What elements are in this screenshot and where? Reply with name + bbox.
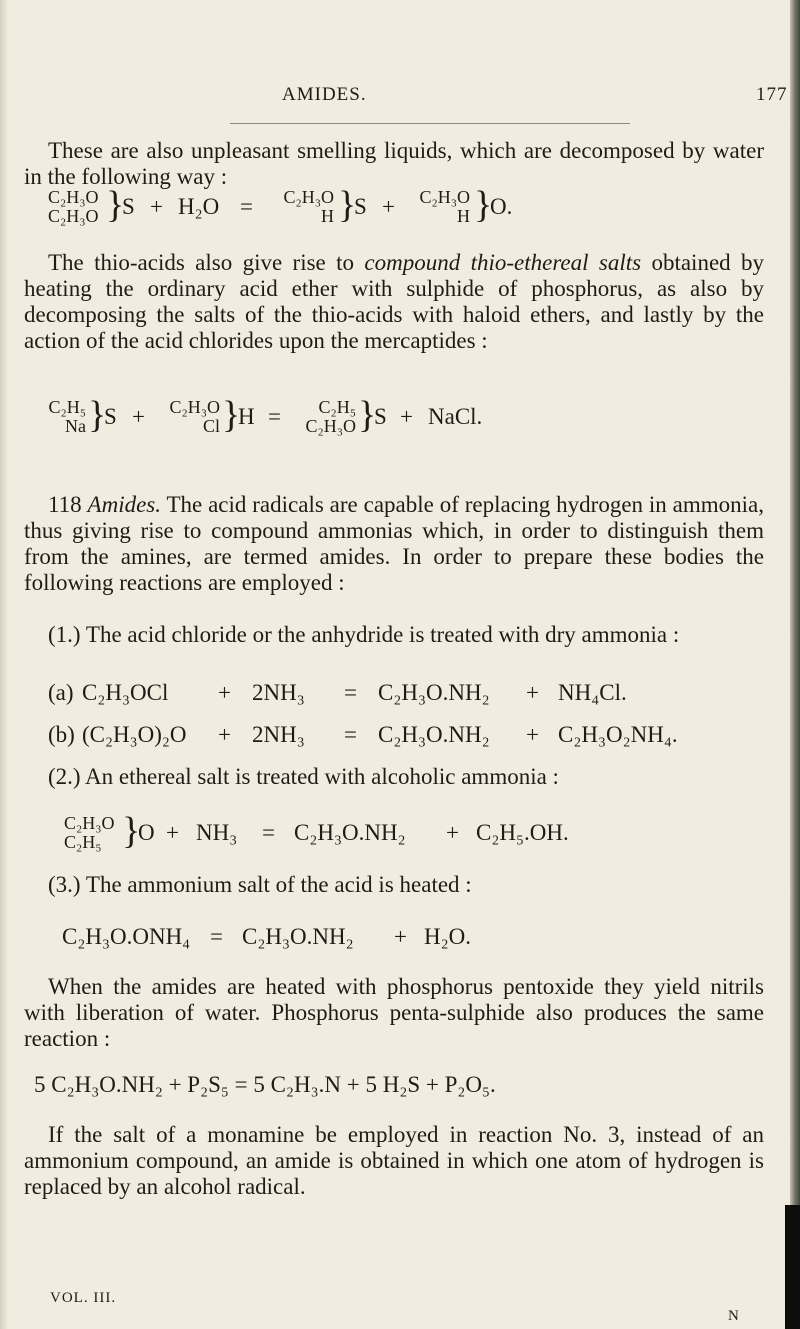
thio-ethereal-paragraph [24,250,764,354]
nitrile-paragraph: When the amides are heated with phosphorus pentoxide they yield nitrils with liberation of water. Phosphorus penta-sulphide also produces the same reaction : [24,974,764,1051]
reaction-a-byproduct: NH₄Cl. [558,680,627,705]
reaction-b-product: C₂H₃O.NH₂ [378,722,490,747]
reaction-a-reactant: C₂H₃OCl [82,680,169,705]
eq2-equals: = [268,404,281,429]
eq3-ammonia: NH₃ [196,820,238,845]
eq2-salt: NaCl. [428,404,483,429]
eq3-plus-2: + [446,820,459,845]
reaction-a-ammonia: 2NH₃ [252,680,305,705]
book-spine-edge [790,0,800,1329]
step-3-text: (3.) The ammonium salt of the acid is heated : [48,872,472,897]
eq2-left-atom-1: S [104,404,117,429]
page-number: 177 [756,84,788,105]
eq3-product: C₂H₃O.NH₂ [294,820,406,845]
eq2-right-formula: C₂H₅ C₂H₃O [305,397,356,436]
eq1-right-formula-1: C₂H₃O H [283,187,334,226]
eq4-equals: = [210,924,223,949]
closing-paragraph: If the salt of a monamine be employed in reaction No. 3, instead of an ammonium compound, an amide is obtained in which one atom of hydrogen is replaced by an alcohol radical. [24,1122,764,1199]
reaction-a-product: C₂H₃O.NH₂ [378,680,490,705]
volume-mark: VOL. III. [50,1290,117,1306]
reaction-b-plus-2: + [526,722,539,747]
eq2-left-formula-1: C₂H₅ Na [48,397,86,436]
step-2-text: (2.) An ethereal salt is treated with alcoholic ammonia : [48,764,559,789]
eq2-plus-1: + [132,404,145,429]
amides-section [24,492,764,596]
running-title: AMIDES. [282,84,367,105]
reaction-a-plus-2: + [526,680,539,705]
reaction-b-plus-1: + [218,722,231,747]
reaction-b-byproduct: C₂H₃O₂NH₄. [558,722,678,747]
eq1-right-atom-2: O. [490,194,513,219]
eq1-plus-1: + [150,194,163,219]
eq2-right-atom: S [374,404,387,429]
eq3-brace: } [122,810,141,852]
eq1-brace-2: } [338,184,357,226]
section-title: Amides. [87,492,161,517]
thio-para-emphasis: compound thio-ethereal salts [364,250,642,275]
eq3-plus-1: + [166,820,179,845]
reaction-a-label: (a) [48,680,74,705]
eq4-reactant: C₂H₃O.ONH₄ [62,924,191,949]
eq4-water: H₂O. [424,924,471,949]
thio-para-lead: The thio-acids also give rise to [48,250,355,275]
eq3-equals: = [262,820,275,845]
eq1-equals: = [240,194,253,219]
header-rule [230,123,630,124]
eq1-plus-2: + [382,194,395,219]
eq4-product: C₂H₃O.NH₂ [242,924,354,949]
thio-para-rest: obtained by heating the ordinary acid ether with sulphide of phosphorus, as also by decomposing the salts of the thio-acids with haloid ethers, and lastly by the action of the acid chlorides upon the mercaptides : [24,250,765,353]
eq2-left-atom-2: H [238,404,255,429]
eq3-atom: O [138,820,155,845]
amides-body: The acid radicals are capable of replacing hydrogen in ammonia, thus giving rise to compound ammonias which, in order to distinguish them from the amines, are termed amides. In order to prepare these bodies the following reactions are employed : [24,492,765,595]
eq1-water: H₂O [178,194,220,219]
gutter-shadow [0,0,8,1329]
section-number: 118 [48,492,82,517]
reaction-a-plus-1: + [218,680,231,705]
step-1-text: (1.) The acid chloride or the anhydride is treated with dry ammonia : [48,622,680,647]
intro-paragraph: These are also unpleasant smelling liquids, which are decomposed by water in the following way : [24,138,764,189]
reaction-b-equals: = [344,722,357,747]
eq2-left-formula-2: C₂H₃O Cl [169,397,220,436]
reaction-b-label: (b) [48,722,75,747]
eq1-left-formula: C₂H₃O C₂H₃O [48,187,99,226]
reaction-a-equals: = [344,680,357,705]
book-edge-shadow [785,1205,800,1329]
eq1-brace-1: } [106,184,125,226]
eq1-left-atom: S [122,194,135,219]
signature-mark: N [728,1308,739,1324]
eq1-right-formula-2: C₂H₃O H [419,187,470,226]
eq1-brace-3: } [474,184,493,226]
eq2-brace-3: } [358,394,377,436]
running-header [20,84,790,108]
equation-nitrile: 5 C₂H₃O.NH₂ + P₂S₅ = 5 C₂H₃.N + 5 H₂S + P₂O₅. [34,1072,496,1097]
eq1-right-atom-1: S [354,194,367,219]
eq3-byproduct: C₂H₅.OH. [476,820,569,845]
eq2-plus-2: + [400,404,413,429]
eq2-brace-2: } [222,394,241,436]
eq2-brace-1: } [88,394,107,436]
eq4-plus: + [394,924,407,949]
reaction-b-ammonia: 2NH₃ [252,722,305,747]
reaction-b-reactant: (C₂H₃O)₂O [82,722,187,747]
eq3-ester-formula: C₂H₃O C₂H₅ [64,813,115,852]
